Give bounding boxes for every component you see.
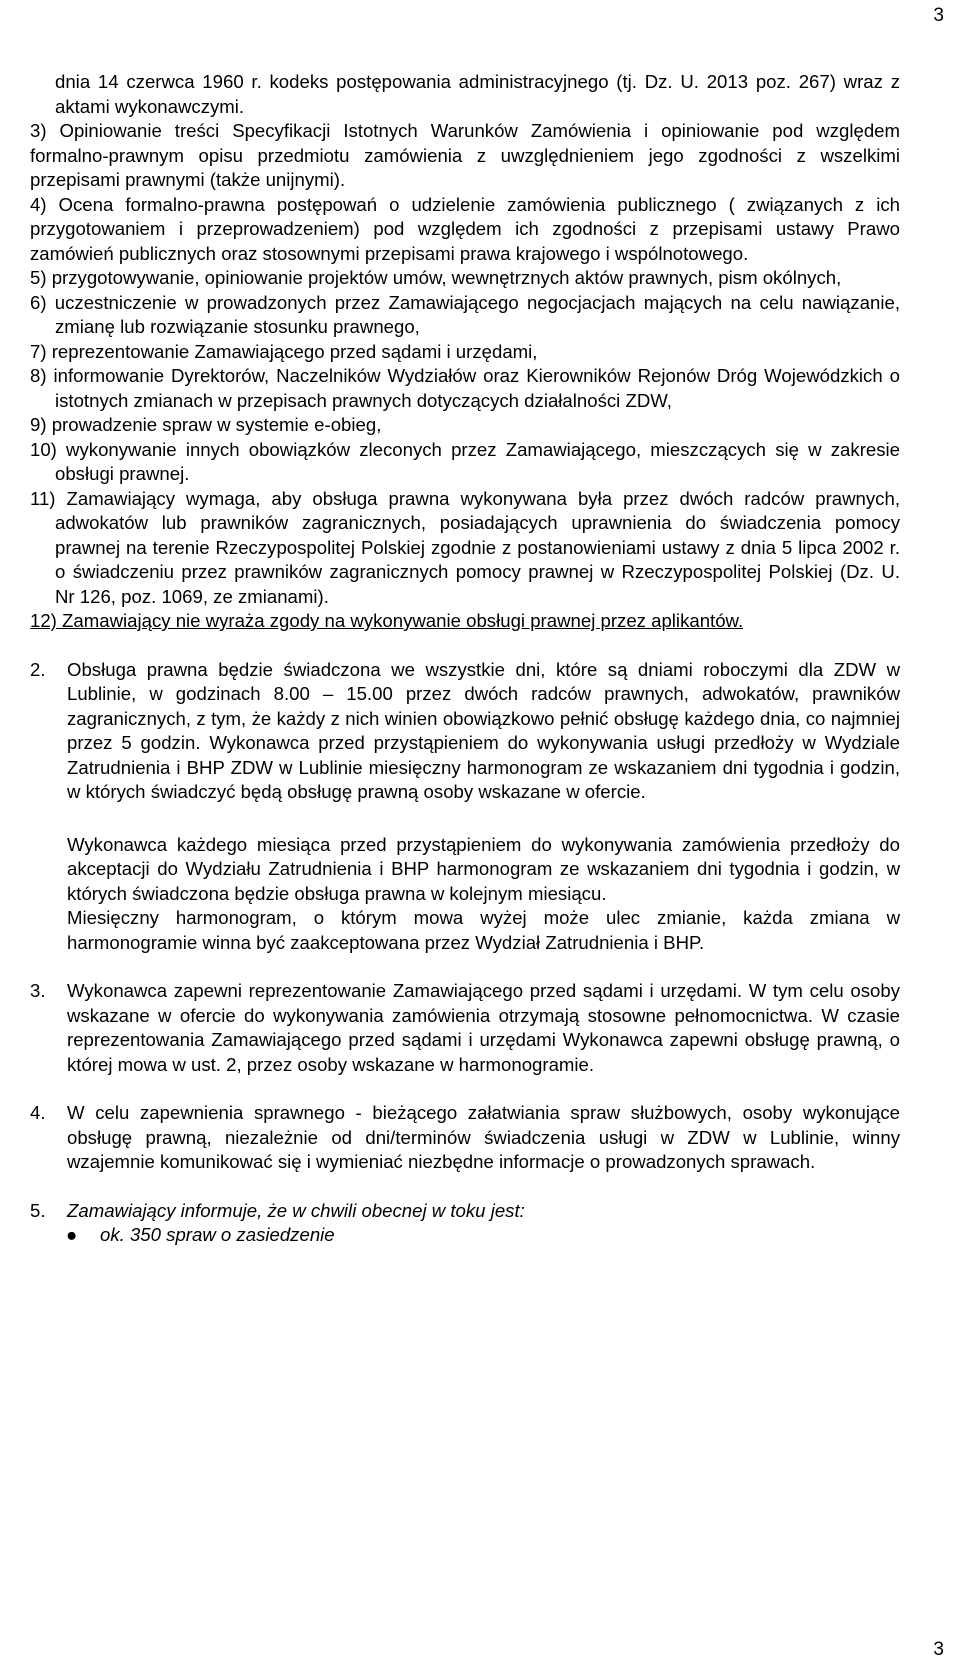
list-item-4: 4) Ocena formalno-prawna postępowań o udzielenie zamówienia publicznego ( związanych z ich przygotowaniem i przeprowadzeniem) pod względem ich zgodności z przepisami ustawy Prawo zamówień publicznych oraz stosownymi przepisami prawa krajowego i wspólnotowego.	[30, 193, 900, 264]
document-body	[30, 70, 900, 1248]
list-item-6: 6) uczestniczenie w prowadzonych przez Zamawiającego negocjacjach mających na celu nawiązanie, zmianę lub rozwiązanie stosunku prawnego,	[30, 291, 900, 337]
section-2-harmonogram-text: Wykonawca każdego miesiąca przed przystąpieniem do wykonywania zamówienia przedłoży do akceptacji do Wydziału Zatrudnienia i BHP harmonogram ze wskazaniem dni tygodnia i godzin, w których świadczona będzie obsługa prawna w kolejnym miesiącu.	[67, 833, 900, 904]
list-item-8: 8) informowanie Dyrektorów, Naczelników Wydziałów oraz Kierowników Rejonów Dróg Wojewódzkich o istotnych zmianach w przepisach prawnych dotyczących działalności ZDW,	[30, 365, 900, 411]
section-2-text: Obsługa prawna będzie świadczona we wszystkie dni, które są dniami roboczymi dla ZDW w Lublinie, w godzinach 8.00 – 15.00 przez dwóch radców prawnych, adwokatów, prawników zagranicznych, z tym, że każdy z nich winien obowiązkowo pełnić obsługę każdego dnia, co najmniej przez 5 godzin. Wykonawca przed przystąpieniem do wykonywania usługi przedłoży w Wydziale Zatrudnienia i BHP ZDW w Lublinie miesięczny harmonogram ze wskazaniem dni tygodnia i godzin, w których świadczyć będą obsługę prawną osoby wskazane w ofercie.	[67, 658, 900, 802]
section-3-number: 3.	[30, 980, 46, 1001]
section-4	[30, 1101, 900, 1175]
paragraph-continuation: dnia 14 czerwca 1960 r. kodeks postępowania administracyjnego (tj. Dz. U. 2013 poz. 267) wraz z aktami wykonawczymi.	[55, 71, 900, 117]
page-number-bottom: 3	[933, 1639, 944, 1660]
bullet-item	[30, 1223, 900, 1248]
list-item-7: 7) reprezentowanie Zamawiającego przed sądami i urzędami,	[30, 340, 538, 362]
section-5-number: 5.	[30, 1199, 46, 1221]
section-2	[30, 658, 900, 956]
section-4-number: 4.	[30, 1102, 46, 1123]
bullet-icon: ●	[66, 1224, 78, 1245]
section-5	[30, 1199, 900, 1224]
list-item-5: 5) przygotowywanie, opiniowanie projektów umów, wewnętrznych aktów prawnych, pism okólnych,	[30, 267, 842, 288]
section-3-text: Wykonawca zapewni reprezentowanie Zamawiającego przed sądami i urzędami. W tym celu osoby wskazane w ofercie do wykonywania zamówienia otrzymają stosowne pełnomocnictwa. W czasie reprezentowania Zamawiającego przed sądami i urzędami Wykonawca zapewni obsługę prawną, o której mowa w ust. 2, przez osoby wskazane w harmonogramie.	[67, 980, 900, 1075]
list-item-11: 11) Zamawiający wymaga, aby obsługa prawna wykonywana była przez dwóch radców prawnych, adwokatów lub prawników zagranicznych, posiadających uprawnienia do świadczenia pomocy prawnej na terenie Rzeczypospolitej Polskiej zgodnie z postanowieniami ustawy z dnia 5 lipca 2002 r. o świadczeniu przez prawników zagranicznych pomocy prawnej w Rzeczypospolitej Polskiej (Dz. U. Nr 126, poz. 1069, ze zmianami).	[30, 487, 900, 607]
page-number-top: 3	[933, 5, 944, 26]
list-item-10: 10) wykonywanie innych obowiązków zleconych przez Zamawiającego, mieszczących się w zakresie obsługi prawnej.	[30, 438, 900, 484]
bullet-item-text: ok. 350 spraw o zasiedzenie	[100, 1224, 335, 1245]
section-4-text: W celu zapewnienia sprawnego - bieżącego załatwiania spraw służbowych, osoby wykonujące obsługę prawną, niezależnie od dni/terminów świadczenia usługi w ZDW w Lublinie, winny wzajemnie komunikować się i wymieniać niezbędne informacje o prowadzonych sprawach.	[67, 1102, 900, 1172]
list-item-9: 9) prowadzenie spraw w systemie e-obieg,	[30, 414, 382, 435]
section-5-text: Zamawiający informuje, że w chwili obecnej w toku jest:	[67, 1199, 525, 1221]
section-2-change-text: Miesięczny harmonogram, o którym mowa wyżej może ulec zmianie, każda zmiana w harmonogramie winna być zaakceptowana przez Wydział Zatrudnienia i BHP.	[67, 907, 900, 953]
list-item-3: 3) Opiniowanie treści Specyfikacji Istotnych Warunków Zamówienia i opiniowanie pod względem formalno-prawnym opisu przedmiotu zamówienia z uwzględnieniem jego zgodności z wszelkimi przepisami prawnymi (także unijnymi).	[30, 120, 900, 190]
list-item-12: 12) Zamawiający nie wyraża zgody na wykonywanie obsługi prawnej przez aplikantów.	[30, 610, 744, 631]
section-2-number: 2.	[30, 658, 46, 680]
section-3	[30, 979, 900, 1077]
